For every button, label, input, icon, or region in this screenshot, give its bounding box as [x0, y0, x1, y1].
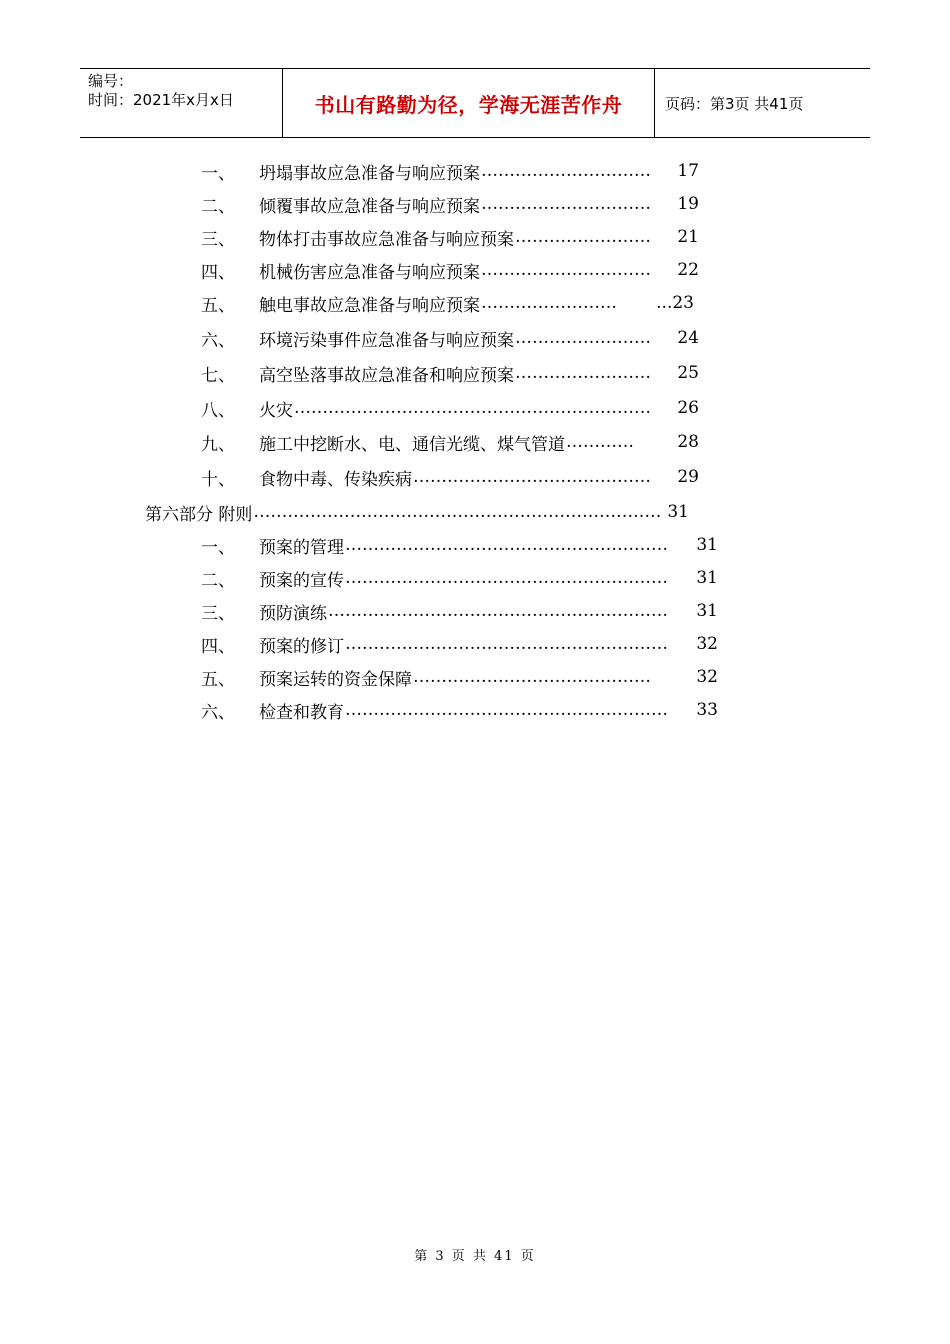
- toc-entry-page: 31: [696, 535, 718, 555]
- toc-entry-number: 三、: [201, 229, 235, 250]
- toc-leader-dots: …………………………………………………: [345, 568, 668, 588]
- toc-entry-number: 一、: [201, 537, 235, 558]
- toc-entry[interactable]: [201, 698, 718, 722]
- toc-part-six[interactable]: [145, 500, 689, 524]
- toc-leader-dots: …………………………………………………: [345, 700, 668, 720]
- toc-entry[interactable]: [201, 159, 699, 183]
- toc-entry-page: 31: [696, 601, 718, 621]
- toc-entry-title: 施工中挖断水、电、通信光缆、煤气管道: [259, 434, 565, 455]
- toc-entry[interactable]: [201, 192, 699, 216]
- toc-leader-dots: ………………………………………………………………: [253, 502, 662, 522]
- toc-entry-page: 31: [667, 502, 689, 522]
- toc-entry-page: 26: [677, 398, 699, 418]
- toc-leader-dots: …………………………: [481, 194, 651, 214]
- toc-entry-title: 环境污染事件应急准备与响应预案: [259, 330, 514, 351]
- toc-entry[interactable]: [201, 465, 699, 489]
- toc-entry-title: 预防演练: [259, 603, 327, 624]
- toc-leader-dots: ……………………: [481, 293, 617, 313]
- toc-entry-title: 触电事故应急准备与响应预案: [259, 295, 480, 316]
- toc-entry[interactable]: [201, 258, 699, 282]
- toc-entry[interactable]: [201, 361, 699, 385]
- toc-entry-number: 五、: [201, 669, 235, 690]
- toc-entry-number: 二、: [201, 570, 235, 591]
- toc-entry-page: 29: [677, 467, 699, 487]
- toc-entry-number: 九、: [201, 434, 235, 455]
- toc-entry[interactable]: [201, 599, 718, 623]
- toc-entry-page: 33: [696, 700, 718, 720]
- toc-entry-page: 31: [696, 568, 718, 588]
- toc-leader-dots: …………………………………………………: [345, 634, 668, 654]
- toc-entry-title: 坍塌事故应急准备与响应预案: [259, 163, 480, 184]
- toc-leader-dots: ……………………………………: [413, 667, 651, 687]
- toc-entry-title: 食物中毒、传染疾病: [259, 469, 412, 490]
- toc-entry-page: 32: [696, 667, 718, 687]
- toc-leader-dots: ……………………: [515, 227, 651, 247]
- toc-leader-dots: ……………………………………………………: [328, 601, 668, 621]
- toc-entry-page: 19: [677, 194, 699, 214]
- toc-entry-number: 二、: [201, 196, 235, 217]
- toc-entry-title: 火灾: [259, 400, 293, 421]
- header-page-info-cell: [655, 69, 870, 137]
- toc-entry-number: 四、: [201, 636, 235, 657]
- toc-leader-dots: ……………………: [515, 328, 651, 348]
- toc-entry-page: 28: [677, 432, 699, 452]
- motto: 书山有路勤为径，学海无涯苦作舟: [314, 92, 623, 117]
- toc-entry-title: 预案的管理: [259, 537, 344, 558]
- page-header: [80, 68, 870, 138]
- toc-entry-page: 25: [677, 363, 699, 383]
- toc-entry-page: 17: [677, 161, 699, 181]
- toc-entry-number: 三、: [201, 603, 235, 624]
- toc-entry-number: 六、: [201, 330, 235, 351]
- toc-entry[interactable]: [201, 396, 699, 420]
- page-footer: 第 3 页 共 41 页: [414, 1249, 536, 1264]
- toc-entry-number: 五、: [201, 295, 235, 316]
- toc-entry-number: 六、: [201, 702, 235, 723]
- header-motto-cell: [282, 69, 655, 137]
- toc-entry[interactable]: [201, 632, 718, 656]
- toc-part-title: 第六部分 附则: [145, 504, 253, 525]
- toc-entry-page: 32: [696, 634, 718, 654]
- toc-entry-number: 一、: [201, 163, 235, 184]
- toc-entry-number: 十、: [201, 469, 235, 490]
- toc-entry-number: 四、: [201, 262, 235, 283]
- toc-entry-title: 预案运转的资金保障: [259, 669, 412, 690]
- toc-entry[interactable]: [201, 566, 718, 590]
- toc-entry-title: 检查和教育: [259, 702, 344, 723]
- toc-entry-page: 22: [677, 260, 699, 280]
- toc-entry-title: 预案的宣传: [259, 570, 344, 591]
- toc-entry[interactable]: [201, 225, 699, 249]
- toc-entry-title: 机械伤害应急准备与响应预案: [259, 262, 480, 283]
- toc-entry-number: 八、: [201, 400, 235, 421]
- toc-leader-dots: ……………………: [515, 363, 651, 383]
- toc-entry[interactable]: [201, 430, 699, 454]
- toc-entry[interactable]: [201, 291, 694, 315]
- toc-entry-page: ...23: [656, 293, 694, 313]
- toc-leader-dots: …………………………: [481, 161, 651, 181]
- toc-entry-title: 高空坠落事故应急准备和响应预案: [259, 365, 514, 386]
- toc-leader-dots: …………………………………………………: [345, 535, 668, 555]
- toc-leader-dots: ……………………………………: [413, 467, 651, 487]
- toc-entry[interactable]: [201, 665, 718, 689]
- toc-entry[interactable]: [201, 533, 718, 557]
- toc-entry-title: 倾覆事故应急准备与响应预案: [259, 196, 480, 217]
- toc-entry-number: 七、: [201, 365, 235, 386]
- serial-label: 编号：: [88, 72, 134, 90]
- date-label: 时间：2021年x月x日: [88, 91, 234, 109]
- toc-entry-title: 物体打击事故应急准备与响应预案: [259, 229, 514, 250]
- header-meta: [80, 69, 282, 137]
- toc-entry-page: 21: [677, 227, 699, 247]
- toc-entry-title: 预案的修订: [259, 636, 344, 657]
- toc-leader-dots: …………………………: [481, 260, 651, 280]
- toc-leader-dots: …………: [566, 432, 634, 452]
- toc-entry[interactable]: [201, 326, 699, 350]
- toc-leader-dots: ………………………………………………………: [294, 398, 651, 418]
- page-info: 页码：第3页 共41页: [665, 94, 804, 113]
- toc-entry-page: 24: [677, 328, 699, 348]
